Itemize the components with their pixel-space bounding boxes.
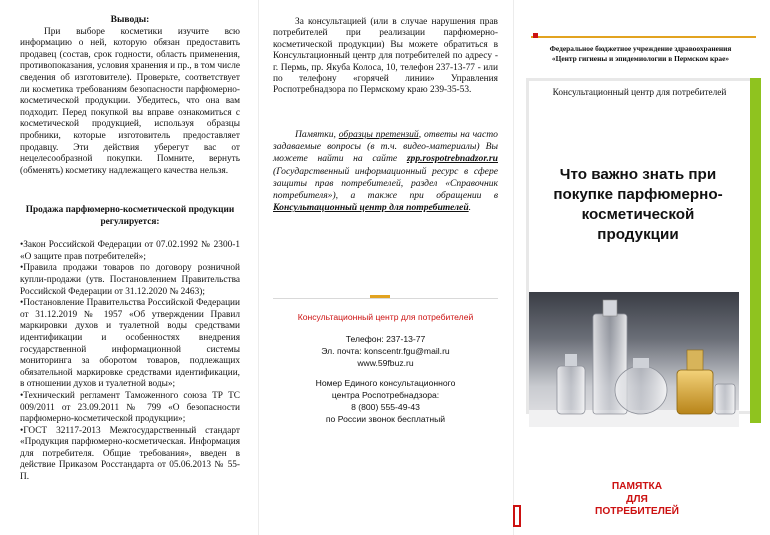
red-frame-corner <box>513 505 521 527</box>
unified-phone-text: 8 (800) 555-49-43 <box>351 402 420 412</box>
consult-block <box>273 17 498 97</box>
green-accent-bar <box>750 78 761 423</box>
regulation-title: Продажа парфюмерно-косметической продукции регулируется: <box>25 205 235 227</box>
center-label: Консультационный центр для потребителей <box>552 88 727 98</box>
conclusions-title: Выводы: <box>110 15 150 25</box>
red-square-marker <box>533 33 538 38</box>
center-title: Консультационный центр для потребителей <box>297 312 474 322</box>
perfume-bottles-image <box>529 292 739 427</box>
website-text[interactable]: www.59fbuz.ru <box>357 358 414 368</box>
regulation-item: •Постановление Правительства Российской Федерации от 31.12.2019 № 1957 «Об утверждении Правил маркировки духов и туалетной воды средствами идентификации и особенностях внедрения государственной информационной системы мониторинга за оборотом товаров, подлежащих обязательной маркировке средствами идентификации, в отношении духов и туалетной воды»; <box>20 298 240 390</box>
conclusions-section <box>20 15 240 177</box>
memo-part: . <box>468 202 472 214</box>
consult-text: За консультацией (или в случае нарушения прав потребителей при реализации парфюмерно-косметической продукции) Вы можете обратиться в Консультационный центр для потребителей по адресу - г. Пермь, пр. Якуба Колоса, 10, телефон 237-13-77 - или по телефону «горячей линии» Управления Роспотребнадзора по Пермскому краю 239-35-53. <box>273 17 498 96</box>
memo-label-line: ДЛЯ <box>626 493 648 505</box>
memo-text <box>273 129 498 214</box>
regulation-item: •Технический регламент Таможенного союза ТР ТС 009/2011 от 23.09.2011 № 799 «О безопасности парфюмерно-косметической продукции»; <box>20 390 240 425</box>
perfume-illustration <box>529 292 739 427</box>
memo-label-line: ПАМЯТКА <box>611 481 663 492</box>
memo-part: (Государственный информационный ресурс в сфере защиты прав потребителей, раздел «Справочник потребителя»), а также при обращении в <box>273 165 498 202</box>
consult-center-link[interactable]: Консультационный центр для потребителей <box>273 202 469 214</box>
free-call-text: по России звонок бесплатный <box>325 414 446 424</box>
conclusions-text: При выборе косметики изучите всю информацию о ней, которую обязан предоставить продавец (состав, срок годности, область применения, противопоказания, условия хранения и пр., в том числе сведения об изготовителе). Проверьте, соответствует ли косметика требованиям безопасности парфюмерно-косметической продукции. Убедитесь, что она вам подходит. Перед покупкой вы вправе ознакомиться с косметической продукцией, используя образцы пробники, которые изготовитель предоставляет продавцу. Эти действия уберегут вас от нецелесообразной покупки. Помните, вернуть (обменять) косметику надлежащего качества нельзя. <box>20 26 240 176</box>
column-left <box>0 0 258 535</box>
org-line: «Центр гигиены и эпидемиологии в Пермском крае» <box>551 53 730 63</box>
main-title: Что важно знать при покупке парфюмерно-косметической продукции <box>553 166 723 243</box>
phone-text: Телефон: 237-13-77 <box>345 334 426 344</box>
memo-block <box>273 129 498 214</box>
memo-part: , ответы на часто задаваемые вопросы (в т.ч. видео-материалы) Вы можете найти на сайте <box>273 129 498 165</box>
regulation-item: •Закон Российской Федерации от 07.02.1992 № 2300-1 «О защите прав потребителей»; <box>20 240 240 262</box>
unified-center-text: Номер Единого консультационного центра Роспотребнадзора: <box>315 378 456 400</box>
orange-top-line <box>531 36 756 38</box>
regulation-item: •Правила продажи товаров по договору розничной купли-продажи (утв. Постановлением Правительства Российской Федерации от 31.12.2020 № 2463); <box>20 263 240 297</box>
memo-label <box>561 481 713 519</box>
organization-name <box>533 44 748 63</box>
gray-rule <box>273 298 498 299</box>
org-line: Федеральное бюджетное учреждение здравоохранения <box>549 44 732 53</box>
memo-part: Памятки, <box>295 129 339 140</box>
regulation-section <box>20 205 240 484</box>
site-link[interactable]: zpp.rospotrebnadzor.ru <box>406 153 498 165</box>
regulation-item: •ГОСТ 32117-2013 Межгосударственный стандарт «Продукция парфюмерно-косметическая. Информация для потребителя. Общие требования», введен в действие Приказом Росстандарта от 05.06.2013 № 55-П. <box>20 425 240 483</box>
email-text[interactable]: Эл. почта: konscentr.fgu@mail.ru <box>321 346 450 356</box>
samples-link[interactable]: образцы претензий <box>338 129 419 140</box>
column-middle <box>258 0 513 535</box>
memo-label-line: ПОТРЕБИТЕЛЕЙ <box>595 506 679 517</box>
contact-block <box>258 311 513 425</box>
column-right <box>513 0 770 535</box>
